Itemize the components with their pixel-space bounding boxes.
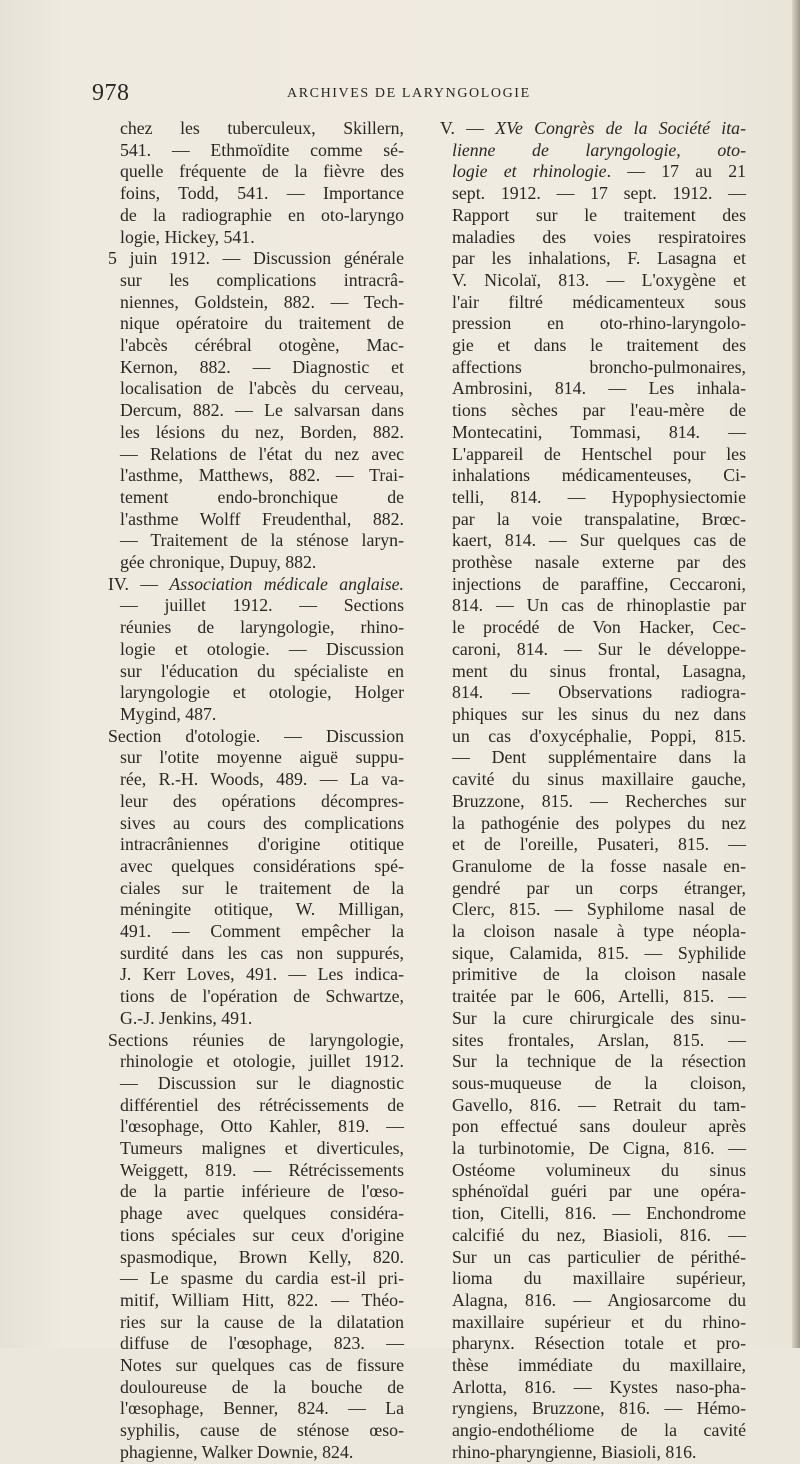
left-column-line: surdité dans les cas non suppurés,: [120, 942, 404, 963]
right-column-line: tion, Citelli, 816. — Enchondrome: [452, 1203, 746, 1224]
right-column-line: injections de paraffine, Ceccaroni,: [452, 573, 746, 594]
left-column-line: G.-J. Jenkins, 491.: [120, 1007, 253, 1028]
left-column-line: de la radiographie en oto-laryngo: [120, 204, 404, 225]
right-column-line: Montecatini, Tommasi, 814. —: [452, 421, 746, 442]
right-column-line: pression en oto-rhino-laryngolo-: [452, 313, 746, 334]
left-column-line: syphilis, cause de sténose œso-: [120, 1420, 404, 1441]
left-column-line: l'asthme, Matthews, 882. — Trai-: [120, 465, 404, 486]
right-column-line: Sur la cure chirurgicale des sinu-: [452, 1007, 746, 1028]
right-column-line: inhalations médicamenteuses, Ci-: [452, 465, 746, 486]
right-column-line: ryngiens, Bruzzone, 816. — Hémo-: [452, 1398, 746, 1419]
right-column-line: kaert, 814. — Sur quelques cas de: [452, 530, 746, 551]
left-column-line: Section d'otologie. — Discussion: [108, 725, 404, 746]
left-column-line: localisation de l'abcès du cerveau,: [120, 378, 404, 399]
right-column-line: calcifié du nez, Biasioli, 816. —: [452, 1224, 746, 1245]
right-column-line: maladies des voies respiratoires: [452, 226, 746, 247]
left-column-line: Notes sur quelques cas de fissure: [120, 1355, 404, 1376]
right-column-line: 814. — Un cas de rhinoplastie par: [452, 595, 746, 616]
left-column-line: spasmodique, Brown Kelly, 820.: [120, 1246, 404, 1267]
left-column-line: Tumeurs malignes et diverticules,: [120, 1138, 404, 1159]
right-column-line: 814. — Observations radiogra-: [452, 682, 746, 703]
left-column-line: laryngologie et otologie, Holger: [120, 682, 404, 703]
left-column-line: tions de l'opération de Schwartze,: [120, 986, 404, 1007]
left-column-line: méningite otitique, W. Milligan,: [120, 899, 404, 920]
left-column: [108, 118, 404, 1464]
right-column-line: par les inhalations, F. Lasagna et: [452, 248, 746, 269]
right-column-line: logie et rhinologie. — 17 au 21: [452, 161, 746, 182]
left-column-line: IV. — Association médicale anglaise.: [108, 573, 404, 594]
left-column-line: sives au cours des complications: [120, 812, 404, 833]
right-column-line: lienne de laryngologie, oto-: [452, 139, 746, 160]
left-column-line: 541. — Ethmoïdite comme sé-: [120, 139, 404, 160]
left-column-line: 5 juin 1912. — Discussion générale: [108, 248, 404, 269]
left-column-line: phagienne, Walker Downie, 824.: [120, 1441, 354, 1462]
left-column-line: rhinologie et otologie, juillet 1912.: [120, 1051, 404, 1072]
right-column-line: Alagna, 816. — Angiosarcome du: [452, 1289, 746, 1310]
right-column-line: par la voie transpalatine, Brœc-: [452, 508, 746, 529]
left-column-line: les lésions du nez, Borden, 882.: [120, 421, 404, 442]
left-column-line: chez les tuberculeux, Skillern,: [120, 118, 404, 138]
left-column-line: ries sur la cause de la dilatation: [120, 1311, 404, 1332]
left-column-line: douloureuse de la bouche de: [120, 1376, 404, 1397]
left-column-line: Kernon, 882. — Diagnostic et: [120, 356, 404, 377]
left-column-line: mitif, William Hitt, 822. — Théo-: [120, 1289, 404, 1310]
left-column-line: l'œsophage, Benner, 824. — La: [120, 1398, 404, 1419]
right-column-line: Sur la technique de la résection: [452, 1051, 746, 1072]
right-column-line: Granulome de la fosse nasale en-: [452, 855, 746, 876]
right-column-line: caroni, 814. — Sur le développe-: [452, 638, 746, 659]
right-column-line: pharynx. Résection totale et pro-: [452, 1333, 746, 1354]
page-number: 978: [92, 80, 130, 106]
right-column-line: thèse immédiate du maxillaire,: [452, 1355, 746, 1376]
left-column-line: sur l'otite moyenne aiguë suppu-: [120, 747, 404, 768]
left-column-line: 491. — Comment empêcher la: [120, 921, 404, 942]
right-column-line: Bruzzone, 815. — Recherches sur: [452, 790, 746, 811]
left-column-line: réunies de laryngologie, rhino-: [120, 617, 404, 638]
right-column-line: le procédé de Von Hacker, Cec-: [452, 617, 746, 638]
right-column-line: prothèse nasale externe par des: [452, 552, 746, 573]
left-column-line: l'abcès cérébral otogène, Mac-: [120, 335, 404, 356]
right-column-line: l'air filtré médicamenteux sous: [452, 291, 746, 312]
right-column-line: sique, Calamida, 815. — Syphilide: [452, 942, 746, 963]
right-column-line: et de l'oreille, Pusateri, 815. —: [452, 834, 746, 855]
right-column-line: ment du sinus frontal, Lasagna,: [452, 660, 746, 681]
right-column-line: primitive de la cloison nasale: [452, 964, 746, 985]
right-column-line: tions sèches par l'eau-mère de: [452, 400, 746, 421]
right-column: [440, 118, 746, 1464]
left-column-line: logie et otologie. — Discussion: [120, 638, 404, 659]
right-column-line: gendré par un corps étranger,: [452, 877, 746, 898]
right-column-line: telli, 814. — Hypophysiectomie: [452, 486, 746, 507]
running-title: ARCHIVES DE LARYNGOLOGIE: [287, 86, 531, 101]
left-column-line: — Relations de l'état du nez avec: [120, 443, 404, 464]
right-column-line: V. — XVe Congrès de la Société ita-: [440, 118, 746, 138]
right-column-line: traitée par le 606, Artelli, 815. —: [452, 986, 746, 1007]
right-column-line: Ostéome volumineux du sinus: [452, 1159, 746, 1180]
right-column-line: — Dent supplémentaire dans la: [452, 747, 746, 768]
right-column-line: rhino-pharyngienne, Biasioli, 816.: [452, 1441, 697, 1462]
left-column-line: Sections réunies de laryngologie,: [108, 1029, 404, 1050]
right-column-line: V. Nicolaï, 813. — L'oxygène et: [452, 269, 746, 290]
left-column-line: niennes, Goldstein, 882. — Tech-: [120, 291, 404, 312]
right-column-line: Ambrosini, 814. — Les inhala-: [452, 378, 746, 399]
left-column-line: ciales sur le traitement de la: [120, 877, 404, 898]
left-column-line: phage avec quelques considéra-: [120, 1203, 404, 1224]
right-column-line: pon effectué sans douleur après: [452, 1116, 746, 1137]
page-header: [92, 80, 752, 108]
left-column-line: foins, Todd, 541. — Importance: [120, 183, 404, 204]
right-column-line: la turbinotomie, De Cigna, 816. —: [452, 1138, 746, 1159]
left-column-line: diffuse de l'œsophage, 823. —: [120, 1333, 404, 1354]
right-column-line: Rapport sur le traitement des: [452, 204, 746, 225]
right-column-line: un cas d'oxycéphalie, Poppi, 815.: [452, 725, 746, 746]
left-column-line: — Traitement de la sténose laryn-: [120, 530, 404, 551]
right-column-line: L'appareil de Hentschel pour les: [452, 443, 746, 464]
right-column-line: sous-muqueuse de la cloison,: [452, 1072, 746, 1093]
left-column-line: avec quelques considérations spé-: [120, 855, 404, 876]
left-column-line: Mygind, 487.: [120, 703, 217, 724]
right-column-line: gie et dans le traitement des: [452, 335, 746, 356]
left-column-line: sur l'éducation du spécialiste en: [120, 660, 404, 681]
right-column-line: sept. 1912. — 17 sept. 1912. —: [452, 183, 746, 204]
right-column-line: Gavello, 816. — Retrait du tam-: [452, 1094, 746, 1115]
left-column-line: quelle fréquente de la fièvre des: [120, 161, 404, 182]
left-column-line: l'œsophage, Otto Kahler, 819. —: [120, 1116, 404, 1137]
right-column-line: Arlotta, 816. — Kystes naso-pha-: [452, 1376, 746, 1397]
right-column-line: sphénoïdal guéri par une opéra-: [452, 1181, 746, 1202]
right-column-line: angio-endothéliome de la cavité: [452, 1420, 746, 1441]
right-column-line: sites frontales, Arslan, 815. —: [452, 1029, 746, 1050]
left-column-line: Dercum, 882. — Le salvarsan dans: [120, 400, 404, 421]
right-column-line: lioma du maxillaire supérieur,: [452, 1268, 746, 1289]
right-column-line: la pathogénie des polypes du nez: [452, 812, 746, 833]
right-column-line: la cloison nasale à type néopla-: [452, 921, 746, 942]
left-column-line: gée chronique, Dupuy, 882.: [120, 552, 317, 573]
left-column-line: tions spéciales sur ceux d'origine: [120, 1224, 404, 1245]
left-column-line: rée, R.-H. Woods, 489. — La va-: [120, 769, 404, 790]
left-column-line: nique opératoire du traitement de: [120, 313, 404, 334]
left-column-line: tement endo-bronchique de: [120, 486, 404, 507]
right-column-line: affections broncho-pulmonaires,: [452, 356, 746, 377]
left-column-line: J. Kerr Loves, 491. — Les indica-: [120, 964, 404, 985]
left-column-line: différentiel des rétrécissements de: [120, 1094, 404, 1115]
left-column-line: intracrâniennes d'origine otitique: [120, 834, 404, 855]
right-column-line: Sur un cas particulier de périthé-: [452, 1246, 746, 1267]
left-column-line: leur des opérations décompres-: [120, 790, 404, 811]
right-column-line: maxillaire supérieur et du rhino-: [452, 1311, 746, 1332]
left-column-line: Weiggett, 819. — Rétrécissements: [120, 1159, 404, 1180]
right-column-line: cavité du sinus maxillaire gauche,: [452, 769, 746, 790]
right-column-line: phiques sur les sinus du nez dans: [452, 703, 746, 724]
left-column-line: sur les complications intracrâ-: [120, 269, 404, 290]
left-column-line: de la partie inférieure de l'œso-: [120, 1181, 404, 1202]
left-column-line: l'asthme Wolff Freudenthal, 882.: [120, 508, 404, 529]
page-edge-shadow: [792, 0, 800, 1348]
left-column-line: — Discussion sur le diagnostic: [120, 1072, 404, 1093]
left-column-line: — Le spasme du cardia est-il pri-: [120, 1268, 404, 1289]
left-column-line: — juillet 1912. — Sections: [120, 595, 404, 616]
left-column-line: logie, Hickey, 541.: [120, 226, 255, 247]
right-column-line: Clerc, 815. — Syphilome nasal de: [452, 899, 746, 920]
